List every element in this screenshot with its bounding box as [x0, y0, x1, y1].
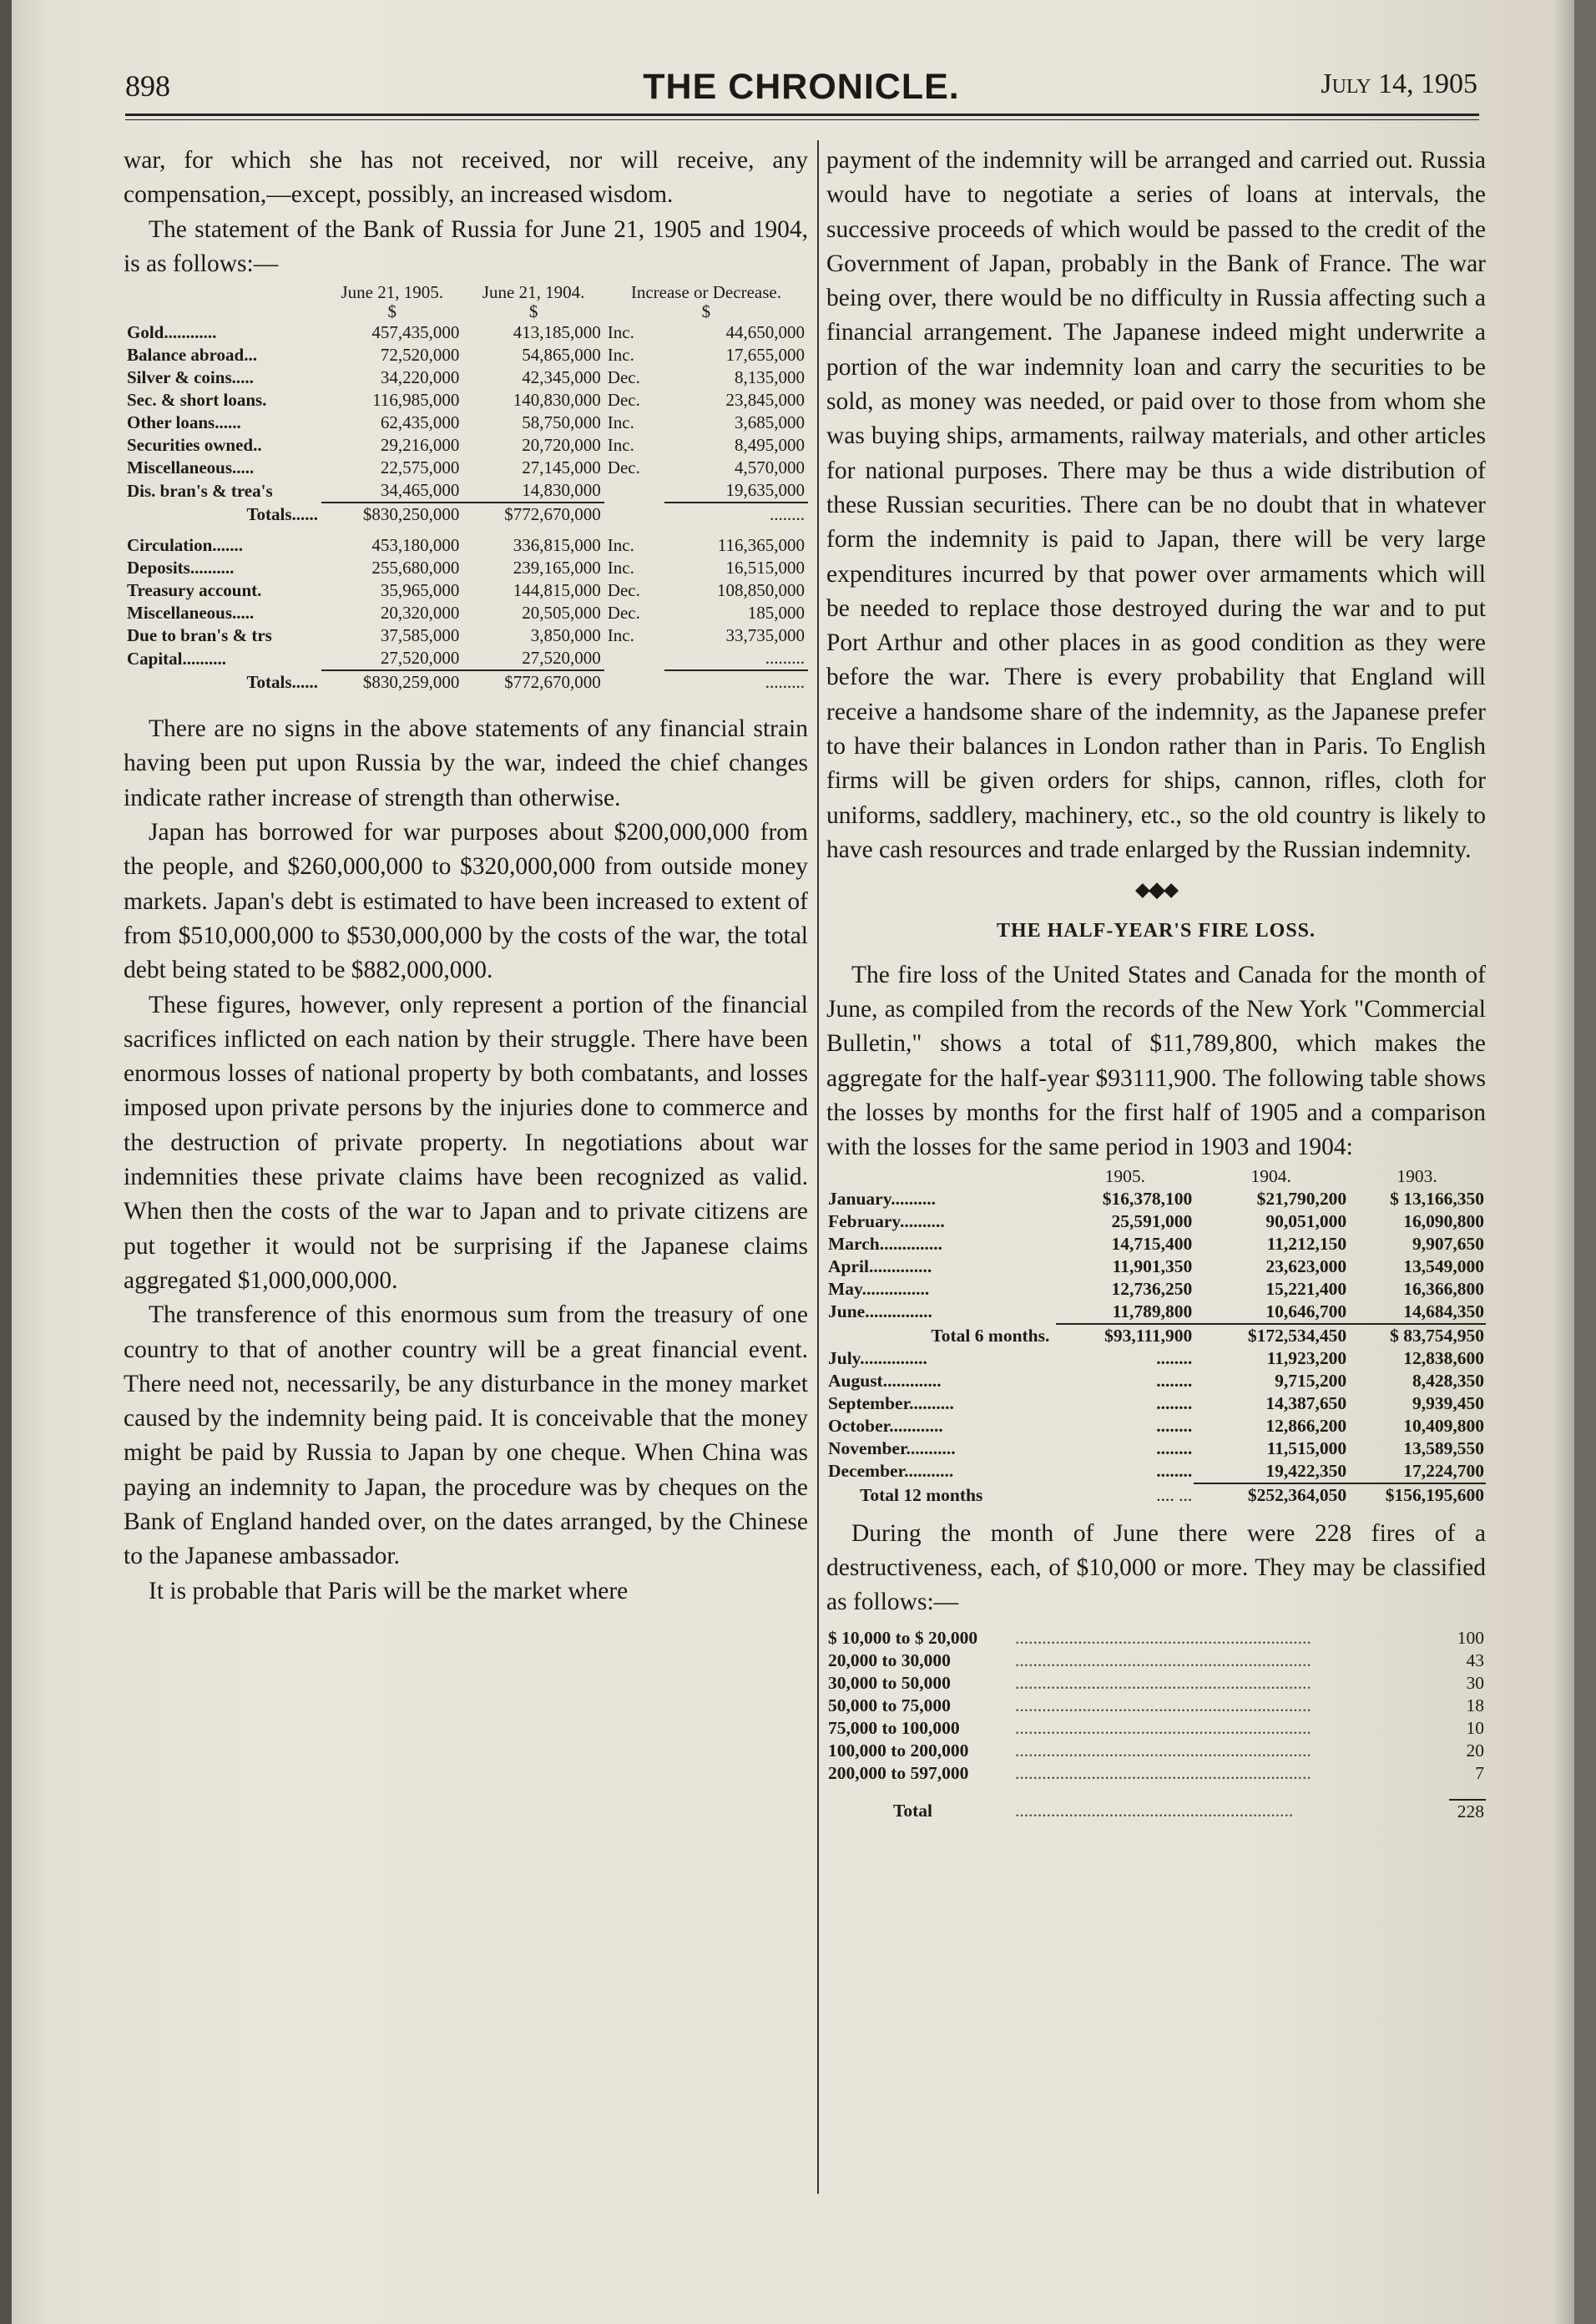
- row-label: Miscellaneous.....: [127, 603, 255, 624]
- value-1904: 20,720,000: [522, 435, 601, 456]
- value-1905: 12,736,250: [1111, 1278, 1193, 1299]
- change-direction: Inc.: [607, 535, 634, 556]
- change-direction: Dec.: [607, 457, 640, 478]
- table-row: [826, 1437, 1486, 1460]
- value-1903: $ 13,166,350: [1390, 1188, 1484, 1209]
- totals-row: [124, 503, 808, 526]
- totals-label: Total 6 months.: [931, 1325, 1050, 1346]
- value-1905: 25,591,000: [1111, 1210, 1193, 1231]
- leader-dots: ..................................................................: [1015, 1695, 1311, 1715]
- value-1904: 23,623,000: [1265, 1255, 1347, 1276]
- value-1905: 34,220,000: [380, 367, 460, 388]
- total-change: ........: [770, 504, 805, 525]
- value-1904: 42,345,000: [522, 367, 601, 388]
- value-1904: 27,145,000: [522, 457, 601, 478]
- table-row: [826, 1740, 1486, 1762]
- value-1903: 17,224,700: [1403, 1460, 1484, 1481]
- value-1904: 3,850,000: [530, 625, 601, 646]
- value-1905: ........: [1156, 1370, 1193, 1391]
- publication-title: THE CHRONICLE.: [643, 67, 960, 107]
- fire-count: 43: [1466, 1650, 1484, 1670]
- year-head: 1903.: [1396, 1165, 1437, 1186]
- value-1905: 27,520,000: [380, 648, 460, 669]
- month-label: June...............: [828, 1301, 932, 1322]
- paragraph: payment of the indemnity will be arranged and carried out. Russia would have to negotiate a series of loans at intervals, the successive proceeds of which would be passed to the credit of the Government of Japan, probably in the Bank of France. The war being over, there would be no difficulty in Russia affecting such a financial arrangement. The Japanese indeed might underwrite a portion of the war indemnity loan and carry the securities to be sold, as money was needed, or paid over to those from whom she was buying ships, armaments, railway materials, and other articles for national purposes. There may be thus a wide distribution of these Russian securities. There can be no doubt that in whatever form the indemnity is paid to Japan, there will be very large expenditures incurred by that power over armaments which will be needed to replace those destroyed during the war and to put Port Arthur and other places in as good condition as they were before the war. There is every probability that England will receive a handsome share of the indemnity, as the Japanese prefer to have their balances in London rather than in Paris. To English firms will be given orders for ships, cannon, rifles, cloth for uniforms, saddlery, machinery, etc., so the old country is likely to have cash resources and trade enlarged by the Russian indemnity.: [826, 147, 1486, 863]
- change-direction: [604, 647, 664, 670]
- table-row: [124, 579, 808, 602]
- header-rule: [125, 114, 1479, 116]
- value-1904: 14,830,000: [522, 480, 601, 501]
- value-1905: 34,465,000: [380, 480, 460, 501]
- value-1905: 116,985,000: [372, 390, 460, 411]
- paragraph: These figures, however, only represent a portion of the financial sacrifices inflicted on each nation by their struggle. There have been enormous losses of national property by both combatants, and losses imposed upon private persons by the injuries done to commerce and the destruction of private property. In negotiations about war indemnities these private claims have been recognized as valid. When then the costs of the war to Japan and to private citizens are put together it would not be surprising if the Japanese claims aggregated $1,000,000,000.: [124, 991, 808, 1294]
- value-1903: 14,684,350: [1403, 1301, 1484, 1321]
- value-1904: 239,165,000: [513, 558, 601, 578]
- table-row: [124, 647, 808, 670]
- change-direction: Dec.: [607, 580, 640, 601]
- month-label: February..........: [828, 1210, 945, 1231]
- value-1904: 15,221,400: [1265, 1278, 1347, 1299]
- value-1905: 29,216,000: [380, 435, 460, 456]
- fire-loss-table: [826, 1165, 1486, 1507]
- total-count: 228: [1449, 1800, 1486, 1823]
- loss-range: 75,000 to 100,000: [828, 1717, 960, 1738]
- change-direction: Inc.: [607, 435, 634, 456]
- table-row: [124, 389, 808, 412]
- value-1905: ........: [1156, 1392, 1193, 1413]
- unit-label: $: [528, 301, 538, 322]
- change-direction: Dec.: [607, 603, 640, 624]
- row-label: Dis. bran's & trea's: [127, 480, 273, 501]
- unit-label: $: [387, 301, 396, 322]
- paragraph: There are no signs in the above statements of any financial strain having been put upon Russia by the war, indeed the chief changes indicate rather increase of strength than otherwise.: [124, 715, 808, 811]
- leader-dots: ..................................................................: [1015, 1627, 1311, 1648]
- row-label: Capital..........: [127, 648, 227, 669]
- change-amount: 8,495,000: [735, 435, 805, 456]
- month-label: January..........: [828, 1188, 937, 1209]
- month-label: July...............: [828, 1347, 927, 1368]
- row-label: Miscellaneous.....: [127, 457, 255, 478]
- table-row: [826, 1650, 1486, 1672]
- unit-row: [124, 302, 808, 321]
- paragraph: Japan has borrowed for war purposes about $200,000,000 from the people, and $260,000,000 to $320,000,000 from outside money markets. Japan's debt is estimated to have been increased to extent of from $510,000,000 to $530,000,000 by the costs of the war, the total debt being stated to be $882,000,000.: [124, 819, 808, 984]
- value-1904: 140,830,000: [513, 390, 601, 411]
- table-row: [124, 344, 808, 366]
- change-amount: 116,365,000: [717, 535, 805, 556]
- value-1905: 72,520,000: [380, 345, 460, 366]
- total-1905: .... ...: [1156, 1484, 1193, 1505]
- loss-range: 50,000 to 75,000: [828, 1695, 951, 1715]
- table-row: [826, 1460, 1486, 1483]
- value-1904: 11,923,200: [1266, 1347, 1347, 1368]
- totals-row: [826, 1325, 1486, 1347]
- value-1905: 453,180,000: [371, 535, 460, 556]
- fire-count: 18: [1466, 1695, 1484, 1715]
- row-label: Silver & coins.....: [127, 367, 254, 388]
- table-row: [826, 1255, 1486, 1278]
- row-label: Circulation.......: [127, 535, 244, 556]
- loss-range: 100,000 to 200,000: [828, 1740, 969, 1761]
- leader-dots: ..................................................................: [1015, 1650, 1311, 1670]
- left-column: [124, 144, 808, 1609]
- month-label: March..............: [828, 1233, 942, 1254]
- table-row: [826, 1370, 1486, 1392]
- change-amount: 44,650,000: [725, 322, 805, 343]
- loss-range: 30,000 to 50,000: [828, 1672, 951, 1693]
- section-ornament: ⬥◆⬥: [1134, 877, 1178, 902]
- month-label: November...........: [828, 1437, 956, 1458]
- value-1905: 11,901,350: [1112, 1255, 1193, 1276]
- change-amount: 19,635,000: [725, 480, 805, 501]
- value-1904: 11,212,150: [1266, 1233, 1347, 1254]
- value-1904: $21,790,200: [1256, 1188, 1347, 1209]
- row-label: Due to bran's & trs: [127, 625, 272, 646]
- value-1904: 14,387,650: [1265, 1392, 1347, 1413]
- table-row: [826, 1672, 1486, 1695]
- row-label: Gold............: [127, 322, 217, 343]
- table-row: [124, 457, 808, 479]
- table-row: [826, 1695, 1486, 1717]
- change-amount: 33,735,000: [725, 625, 805, 646]
- month-label: August.............: [828, 1370, 942, 1391]
- value-1903: 9,939,450: [1412, 1392, 1484, 1413]
- value-1905: 255,680,000: [371, 558, 460, 578]
- change-direction: Dec.: [607, 390, 640, 411]
- leader-dots: ..................................................................: [1015, 1740, 1311, 1761]
- column-head: June 21, 1905.: [341, 282, 443, 303]
- paragraph: During the month of June there were 228 fires of a destructiveness, each, of $10,000 or more. They may be classified as follows:—: [826, 1519, 1486, 1616]
- totals-row: [826, 1484, 1486, 1507]
- table-row: [124, 434, 808, 457]
- value-1905: ........: [1156, 1461, 1193, 1482]
- row-label: Other loans......: [127, 412, 241, 433]
- value-1905: 457,435,000: [371, 322, 460, 343]
- value-1904: 10,646,700: [1265, 1301, 1347, 1321]
- table-row: [124, 321, 808, 344]
- value-1903: 13,549,000: [1403, 1255, 1484, 1276]
- change-amount: 23,845,000: [725, 390, 805, 411]
- column-head: Increase or Decrease.: [630, 282, 781, 303]
- value-1905: 14,715,400: [1111, 1233, 1193, 1254]
- total-change: .........: [765, 672, 805, 693]
- table-row: [124, 412, 808, 434]
- paragraph: The statement of the Bank of Russia for June 21, 1905 and 1904, is as follows:—: [124, 215, 808, 277]
- table-row: [124, 624, 808, 647]
- table-row: [826, 1627, 1486, 1650]
- value-1904: 413,185,000: [513, 322, 601, 343]
- value-1904: 336,815,000: [513, 535, 601, 556]
- table-row: [124, 366, 808, 389]
- value-1905: 11,789,800: [1112, 1301, 1193, 1321]
- value-1904: 90,051,000: [1265, 1210, 1347, 1231]
- row-label: Sec. & short loans.: [127, 390, 267, 411]
- loss-range: 200,000 to 597,000: [828, 1762, 969, 1783]
- change-direction: Inc.: [607, 625, 634, 646]
- loss-range: 20,000 to 30,000: [828, 1650, 951, 1670]
- paragraph: The fire loss of the United States and Canada for the month of June, as compiled from the records of the New York "Commercial Bulletin," shows a total of $11,789,800, which makes the aggregate for the half-year $93111,900. The following table shows the losses by months for the first half of 1905 and a comparison with the losses for the same period in 1903 and 1904:: [826, 961, 1486, 1161]
- fire-count: 100: [1457, 1627, 1484, 1648]
- right-column: [826, 144, 1486, 1823]
- change-amount: .........: [765, 648, 805, 669]
- table-header-row: [826, 1165, 1486, 1188]
- total-1905: $830,250,000: [362, 504, 460, 525]
- table-row: [826, 1392, 1486, 1415]
- total-1904: $772,670,000: [504, 672, 601, 693]
- change-direction: Inc.: [607, 412, 634, 433]
- fire-count: 7: [1475, 1762, 1484, 1783]
- table-row: [124, 534, 808, 557]
- value-1905: 20,320,000: [380, 603, 460, 624]
- fire-count: 30: [1466, 1672, 1484, 1693]
- totals-label: Total: [893, 1801, 932, 1821]
- bank-of-russia-table: [124, 283, 808, 694]
- value-1905: 35,965,000: [380, 580, 460, 601]
- value-1903: 8,428,350: [1412, 1370, 1484, 1391]
- table-row: [826, 1278, 1486, 1301]
- column-divider: [817, 140, 819, 2194]
- row-label: Treasury account.: [127, 580, 262, 601]
- change-direction: [604, 479, 664, 503]
- fire-count: 20: [1466, 1740, 1484, 1761]
- unit-label: $: [701, 301, 711, 322]
- change-amount: 108,850,000: [717, 580, 805, 601]
- value-1904: 58,750,000: [522, 412, 601, 433]
- table-row: [124, 557, 808, 579]
- value-1903: 13,589,550: [1403, 1437, 1484, 1458]
- total-1904: $772,670,000: [504, 504, 601, 525]
- change-amount: 3,685,000: [735, 412, 805, 433]
- value-1904: 27,520,000: [522, 648, 601, 669]
- table-row: [826, 1762, 1486, 1785]
- value-1905: $16,378,100: [1102, 1188, 1193, 1209]
- value-1903: 16,090,800: [1403, 1210, 1484, 1231]
- section-title: THE HALF-YEAR'S FIRE LOSS.: [996, 919, 1316, 942]
- leader-dots: ..............................................................: [1015, 1801, 1294, 1821]
- change-direction: Inc.: [607, 345, 634, 366]
- totals-label: Totals......: [246, 504, 319, 525]
- month-label: October............: [828, 1415, 943, 1436]
- table-row: [826, 1188, 1486, 1210]
- change-direction: Inc.: [607, 322, 634, 343]
- row-label: Balance abroad...: [127, 345, 257, 366]
- column-head: June 21, 1904.: [482, 282, 585, 303]
- table-header-row: [124, 283, 808, 302]
- totals-label: Total 12 months: [860, 1484, 983, 1505]
- value-1903: 10,409,800: [1403, 1415, 1484, 1436]
- year-head: 1905.: [1104, 1165, 1145, 1186]
- issue-date: July 14, 1905: [1321, 68, 1477, 99]
- change-amount: 8,135,000: [735, 367, 805, 388]
- table-row: [124, 602, 808, 624]
- value-1904: 11,515,000: [1266, 1437, 1347, 1458]
- change-amount: 17,655,000: [725, 345, 805, 366]
- loss-range: $ 10,000 to $ 20,000: [828, 1627, 978, 1648]
- row-label: Securities owned..: [127, 435, 262, 456]
- totals-row: [124, 671, 808, 694]
- year-head: 1904.: [1250, 1165, 1291, 1186]
- scan-right-edge: [1574, 0, 1596, 2324]
- change-amount: 16,515,000: [725, 558, 805, 578]
- leader-dots: ..................................................................: [1015, 1762, 1311, 1783]
- value-1905: 37,585,000: [380, 625, 460, 646]
- table-row: [124, 479, 808, 503]
- value-1903: 12,838,600: [1403, 1347, 1484, 1368]
- table-row: [826, 1717, 1486, 1740]
- total-1904: $172,534,450: [1247, 1325, 1347, 1346]
- value-1905: ........: [1156, 1415, 1193, 1436]
- value-1903: 16,366,800: [1403, 1278, 1484, 1299]
- month-label: April..............: [828, 1255, 932, 1276]
- value-1905: ........: [1156, 1437, 1193, 1458]
- page-number: 898: [125, 69, 170, 103]
- value-1905: ........: [1156, 1347, 1193, 1368]
- scan-left-edge: [0, 0, 12, 2324]
- change-direction: Inc.: [607, 558, 634, 578]
- change-amount: 4,570,000: [735, 457, 805, 478]
- table-row: [826, 1301, 1486, 1324]
- value-1905: 62,435,000: [380, 412, 460, 433]
- total-1904: $252,364,050: [1247, 1484, 1347, 1505]
- month-label: May...............: [828, 1278, 930, 1299]
- leader-dots: ..................................................................: [1015, 1672, 1311, 1693]
- value-1904: 9,715,200: [1275, 1370, 1347, 1391]
- total-1903: $156,195,600: [1385, 1484, 1484, 1505]
- totals-label: Totals......: [246, 672, 319, 693]
- table-row: [826, 1415, 1486, 1437]
- paragraph: war, for which she has not received, nor will receive, any compensation,—except, possibly, an increased wisdom.: [124, 147, 808, 209]
- value-1904: 54,865,000: [522, 345, 601, 366]
- row-label: Deposits..........: [127, 558, 235, 578]
- value-1904: 144,815,000: [513, 580, 601, 601]
- table-row: [826, 1210, 1486, 1233]
- month-label: September..........: [828, 1392, 954, 1413]
- value-1904: 12,866,200: [1265, 1415, 1347, 1436]
- change-direction: Dec.: [607, 367, 640, 388]
- total-1903: $ 83,754,950: [1390, 1325, 1484, 1346]
- header-rule-thin: [125, 119, 1479, 120]
- value-1904: 19,422,350: [1265, 1460, 1347, 1481]
- totals-row: [826, 1800, 1486, 1823]
- month-label: December...........: [828, 1461, 954, 1482]
- value-1905: 22,575,000: [380, 457, 460, 478]
- table-row: [826, 1233, 1486, 1255]
- leader-dots: ..................................................................: [1015, 1717, 1311, 1738]
- fire-count: 10: [1466, 1717, 1484, 1738]
- fire-classification-table: [826, 1627, 1486, 1823]
- value-1904: 20,505,000: [522, 603, 601, 624]
- value-1903: 9,907,650: [1412, 1233, 1484, 1254]
- paragraph: The transference of this enormous sum from the treasury of one country to that of another country will be a great financial event. There need not, necessarily, be any disturbance in the money market caused by the indemnity being paid. It is conceivable that the money might be paid by Russia to Japan by one cheque. When China was paying an indemnity to Japan, the procedure was by cheques on the Bank of England handed over, on the dates arranged, by the Chinese to the Japanese ambassador.: [124, 1301, 808, 1570]
- paragraph: It is probable that Paris will be the market where: [149, 1577, 629, 1604]
- table-row: [826, 1347, 1486, 1370]
- total-1905: $93,111,900: [1104, 1325, 1193, 1346]
- change-amount: 185,000: [747, 603, 805, 624]
- total-1905: $830,259,000: [362, 672, 460, 693]
- page-header: [125, 68, 1477, 119]
